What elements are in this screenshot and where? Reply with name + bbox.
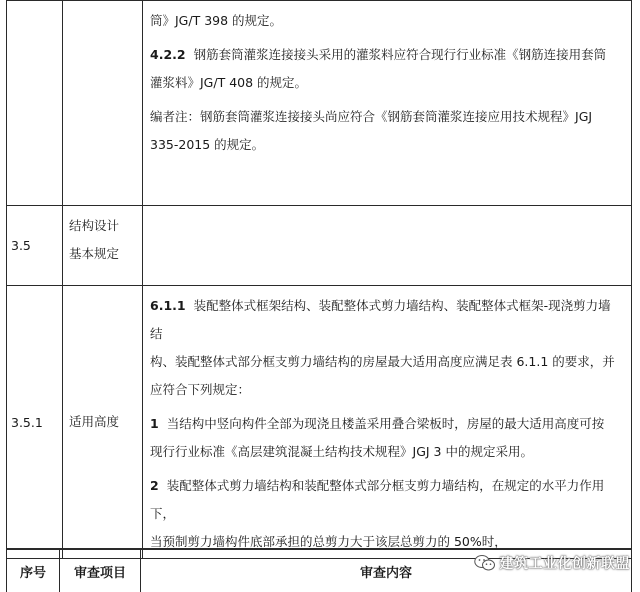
review-item-line: 适用高度 — [69, 414, 120, 429]
content-line — [150, 103, 623, 131]
clause-text: 钢筋套筒灌浆连接接头采用的灌浆料应符合现行行业标准《钢筋连接用套筒 — [193, 47, 607, 62]
review-table — [6, 0, 632, 559]
row-review-item — [63, 286, 143, 559]
review-item-line: 基本规定 — [69, 246, 120, 261]
clause-text: 筒》JG/T 398 的规定。 — [150, 13, 283, 28]
clause-text: 335-2015 的规定。 — [150, 137, 265, 152]
content-line — [150, 438, 623, 466]
row-serial-number — [7, 1, 63, 206]
clause-text: 灌浆料》JG/T 408 的规定。 — [150, 75, 308, 90]
clause-number: 1 — [150, 416, 159, 431]
content-line — [150, 348, 623, 376]
clause-text: 当结构中竖向构件全部为现浇且楼盖采用叠合梁板时，房屋的最大适用高度可按 — [166, 416, 605, 431]
header-review-item: 审查项目 — [60, 550, 141, 592]
content-line — [150, 7, 623, 35]
wechat-icon — [474, 554, 496, 572]
clause-text: 应符合下列规定： — [150, 382, 251, 397]
table-row — [7, 1, 632, 206]
content-line — [150, 376, 623, 404]
clause-number: 6.1.1 — [150, 298, 186, 313]
row-serial-number: 3.5.1 — [7, 286, 63, 559]
row-review-item — [63, 206, 143, 286]
clause-text: 编者注：钢筋套筒灌浆连接接头尚应符合《钢筋套筒灌浆连接应用技术规程》JGJ — [150, 109, 593, 124]
table-row — [7, 206, 632, 286]
watermark — [474, 553, 631, 573]
clause-number: 4.2.2 — [150, 47, 186, 62]
content-line — [150, 41, 623, 69]
clause-text: 当预制剪力墙构件底部承担的总剪力大于该层总剪力的 50%时， — [150, 534, 507, 549]
content-line — [150, 69, 623, 97]
content-line — [150, 131, 623, 159]
clause-text: 装配整体式框架结构、装配整体式剪力墙结构、装配整体式框架-现浇剪力墙结 — [150, 298, 611, 341]
row-review-content — [143, 286, 632, 559]
content-line — [150, 410, 623, 438]
review-item-line: 结构设计 — [69, 218, 120, 233]
clause-text: 现行行业标准《高层建筑混凝土结构技术规程》JGJ 3 中的规定采用。 — [150, 444, 533, 459]
content-line — [150, 472, 623, 528]
row-review-content — [143, 1, 632, 206]
clause-text: 构、装配整体式部分框支剪力墙结构的房屋最大适用高度应满足表 6.1.1 的要求，并 — [150, 354, 615, 369]
row-serial-number: 3.5 — [7, 206, 63, 286]
row-review-content — [143, 206, 632, 286]
header-serial-number: 序号 — [6, 550, 60, 592]
row-review-item — [63, 1, 143, 206]
clause-text: 装配整体式剪力墙结构和装配整体式部分框支剪力墙结构，在规定的水平力作用下， — [150, 478, 605, 521]
watermark-text: 建筑工业化创新联盟 — [499, 556, 630, 572]
header-review-content: 审查内容 — [141, 550, 632, 592]
content-line — [150, 292, 623, 348]
clause-number: 2 — [150, 478, 159, 493]
table-row — [7, 286, 632, 559]
